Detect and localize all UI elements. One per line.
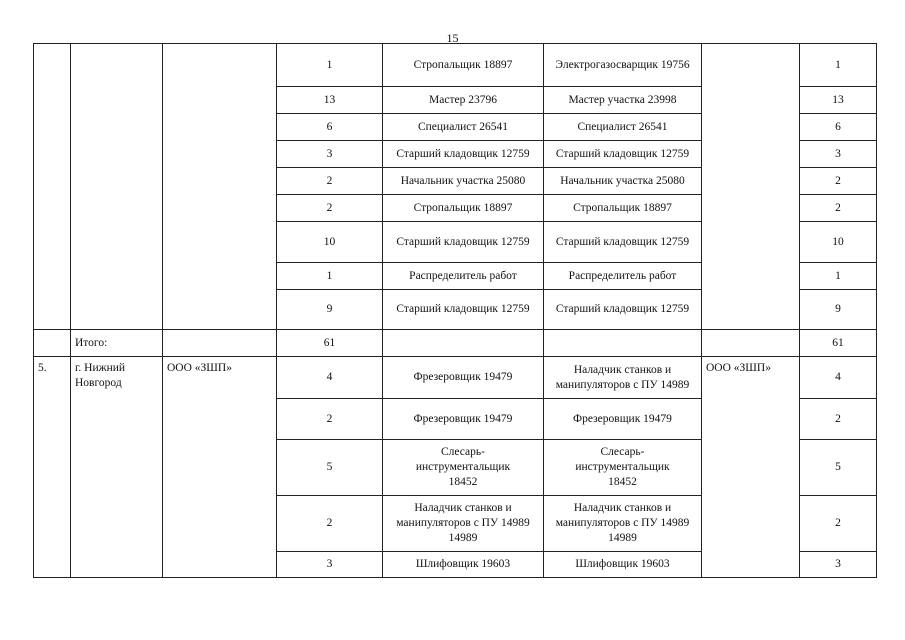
total-row <box>34 330 877 357</box>
cell-profession-from: Фрезеровщик 19479 <box>383 357 544 399</box>
total-label: Итого: <box>71 330 163 357</box>
cell-profession-to: Электрогазосварщик 19756 <box>544 44 702 87</box>
cell-profession-from: Специалист 26541 <box>383 114 544 141</box>
table-row <box>34 87 877 114</box>
cell-count: 6 <box>277 114 383 141</box>
cell-count: 2 <box>277 496 383 552</box>
cell-profession-to: Старший кладовщик 12759 <box>544 290 702 330</box>
cell-profession-to: Распределитель работ <box>544 263 702 290</box>
table-row <box>34 222 877 263</box>
cell-profession-from: Фрезеровщик 19479 <box>383 399 544 440</box>
cell-count: 4 <box>277 357 383 399</box>
table-row <box>34 440 877 496</box>
cell-profession-from: Стропальщик 18897 <box>383 195 544 222</box>
cell-profession-to <box>544 330 702 357</box>
cell-profession-to: Стропальщик 18897 <box>544 195 702 222</box>
cell-count: 1 <box>277 44 383 87</box>
cell-city <box>71 44 163 87</box>
table-row <box>34 399 877 440</box>
cell-count-to: 9 <box>800 290 877 330</box>
row-number: 5. <box>34 357 71 399</box>
cell-profession-from: Распределитель работ <box>383 263 544 290</box>
cell-profession-to: Мастер участка 23998 <box>544 87 702 114</box>
cell-count-to: 13 <box>800 87 877 114</box>
cell-count: 2 <box>277 399 383 440</box>
city-cell: г. Нижний Новгород <box>71 357 163 399</box>
org-from-cell: ООО «ЗШП» <box>163 357 277 399</box>
table-row <box>34 141 877 168</box>
cell-count: 9 <box>277 290 383 330</box>
cell-profession-to: Наладчик станков и манипуляторов с ПУ 14989 <box>544 357 702 399</box>
cell-count: 5 <box>277 440 383 496</box>
cell-profession-to: Наладчик станков и манипуляторов с ПУ 14989 14989 <box>544 496 702 552</box>
cell-count: 2 <box>277 195 383 222</box>
cell-count-to: 5 <box>800 440 877 496</box>
table-row <box>34 496 877 552</box>
cell-count-to: 4 <box>800 357 877 399</box>
total-count-to: 61 <box>800 330 877 357</box>
cell-profession-to: Шлифовщик 19603 <box>544 552 702 578</box>
table-row <box>34 114 877 141</box>
table-row <box>34 195 877 222</box>
table-row <box>34 552 877 578</box>
cell-count-to: 3 <box>800 141 877 168</box>
table-row <box>34 168 877 195</box>
cell-org-to <box>702 330 800 357</box>
page-number: 15 <box>446 31 459 45</box>
cell-count: 3 <box>277 141 383 168</box>
cell-count: 2 <box>277 168 383 195</box>
table-row <box>34 44 877 87</box>
cell-profession-to: Старший кладовщик 12759 <box>544 222 702 263</box>
cell-count: 10 <box>277 222 383 263</box>
cell-org-to <box>702 44 800 87</box>
cell-profession-to: Слесарь-инструментальщик 18452 <box>544 440 702 496</box>
cell-profession-from: Мастер 23796 <box>383 87 544 114</box>
cell-profession-from: Наладчик станков и манипуляторов с ПУ 14989 14989 <box>383 496 544 552</box>
cell-count-to: 6 <box>800 114 877 141</box>
cell-profession-from: Старший кладовщик 12759 <box>383 290 544 330</box>
org-to-cell: ООО «ЗШП» <box>702 357 800 399</box>
table-row <box>34 290 877 330</box>
reassignment-table <box>33 43 877 578</box>
cell-count-to: 3 <box>800 552 877 578</box>
cell-profession-to: Фрезеровщик 19479 <box>544 399 702 440</box>
cell-count-to: 2 <box>800 195 877 222</box>
cell-profession-from: Шлифовщик 19603 <box>383 552 544 578</box>
cell-count-to: 10 <box>800 222 877 263</box>
cell-profession-from: Старший кладовщик 12759 <box>383 141 544 168</box>
cell-count-to: 1 <box>800 44 877 87</box>
cell-org-from <box>163 44 277 87</box>
cell-count-to: 1 <box>800 263 877 290</box>
cell-count-to: 2 <box>800 168 877 195</box>
cell-count: 13 <box>277 87 383 114</box>
cell-count-to: 2 <box>800 399 877 440</box>
table-row <box>34 357 877 399</box>
cell-profession-from: Слесарь-инструментальщик 18452 <box>383 440 544 496</box>
cell-profession-to: Специалист 26541 <box>544 114 702 141</box>
cell-count: 1 <box>277 263 383 290</box>
cell-num <box>34 44 71 87</box>
cell-org-from <box>163 330 277 357</box>
cell-profession-to: Старший кладовщик 12759 <box>544 141 702 168</box>
cell-profession-from: Старший кладовщик 12759 <box>383 222 544 263</box>
cell-num <box>34 330 71 357</box>
cell-profession-to: Начальник участка 25080 <box>544 168 702 195</box>
table-row <box>34 263 877 290</box>
cell-profession-from <box>383 330 544 357</box>
total-count: 61 <box>277 330 383 357</box>
cell-profession-from: Начальник участка 25080 <box>383 168 544 195</box>
cell-count: 3 <box>277 552 383 578</box>
cell-count-to: 2 <box>800 496 877 552</box>
cell-profession-from: Стропальщик 18897 <box>383 44 544 87</box>
